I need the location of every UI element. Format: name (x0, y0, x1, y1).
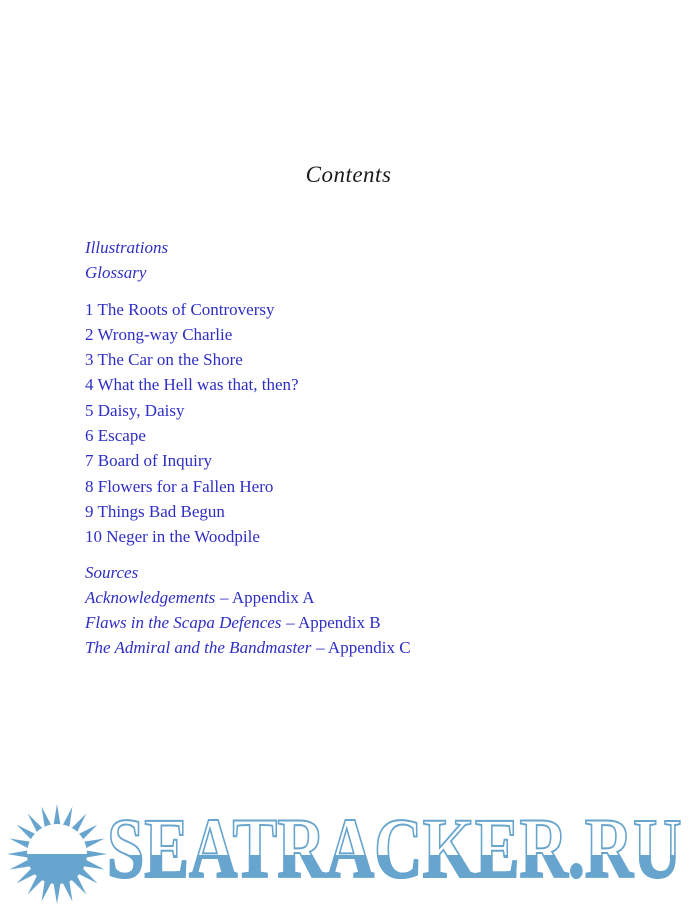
toc-link-chapter-3[interactable]: 3 The Car on the Shore (85, 350, 243, 370)
toc-link-chapter-8[interactable]: 8 Flowers for a Fallen Hero (85, 476, 274, 496)
toc-link-chapter-6[interactable]: 6 Escape (85, 426, 146, 446)
front-matter-section (85, 235, 697, 286)
page-title: Contents (305, 162, 392, 187)
appendix-title: Flaws in the Scapa Defences (85, 613, 282, 633)
toc-link-chapter-1[interactable]: 1 The Roots of Controversy (85, 299, 275, 319)
watermark (0, 800, 697, 905)
toc-link-illustrations[interactable]: Illustrations (85, 238, 169, 257)
sun-logo-icon (5, 802, 109, 905)
toc-link-appendix-c[interactable] (85, 635, 697, 660)
toc-link-chapter-7[interactable]: 7 Board of Inquiry (85, 451, 213, 471)
appendix-ref: – Appendix B (286, 613, 381, 633)
toc-link-appendix-a[interactable] (85, 585, 697, 610)
toc-link-appendix-b[interactable] (85, 610, 697, 635)
toc-link-chapter-4[interactable]: 4 What the Hell was that, then? (85, 375, 299, 395)
toc-link-glossary[interactable]: Glossary (85, 263, 147, 283)
watermark-text: SEATRACKER.RU (107, 800, 682, 896)
appendix-ref: – Appendix A (220, 587, 315, 607)
back-matter-section (85, 560, 697, 661)
appendix-ref: – Appendix C (316, 638, 411, 658)
toc-link-sources[interactable]: Sources (85, 562, 139, 582)
toc-link-chapter-5[interactable]: 5 Daisy, Daisy (85, 400, 185, 420)
toc-link-chapter-10[interactable]: 10 Neger in the Woodpile (85, 527, 260, 547)
chapter-list (85, 297, 697, 550)
appendix-title: The Admiral and the Bandmaster (85, 638, 312, 658)
table-of-contents (85, 235, 697, 661)
toc-link-chapter-9[interactable]: 9 Things Bad Begun (85, 501, 225, 521)
appendix-title: Acknowledgements (85, 587, 216, 607)
toc-link-chapter-2[interactable]: 2 Wrong-way Charlie (85, 324, 233, 344)
